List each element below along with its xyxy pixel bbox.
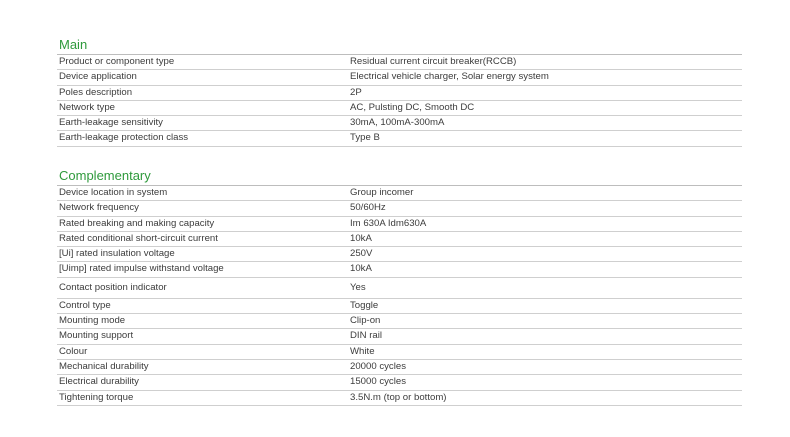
- spec-value: 50/60Hz: [350, 202, 386, 214]
- spec-row: [57, 329, 742, 344]
- spec-value: Type B: [350, 132, 380, 144]
- spec-row: [57, 360, 742, 375]
- spec-value: 2P: [350, 86, 362, 98]
- spec-row: [57, 131, 742, 146]
- spec-row: [57, 345, 742, 360]
- spec-label: Contact position indicator: [59, 281, 167, 293]
- spec-label: Product or component type: [59, 56, 175, 67]
- spec-label: Mounting mode: [59, 315, 126, 327]
- main-section: [57, 37, 742, 147]
- spec-value: 15000 cycles: [350, 376, 406, 388]
- spec-label: Device location in system: [59, 187, 168, 198]
- spec-value: Electrical vehicle charger, Solar energy system: [350, 71, 549, 83]
- spec-label: Earth-leakage sensitivity: [59, 117, 163, 129]
- spec-row: [57, 278, 742, 299]
- spec-row: [57, 314, 742, 329]
- spec-value: Im 630A Idm630A: [350, 217, 427, 229]
- spec-label: Network type: [59, 101, 115, 113]
- spec-row: [57, 70, 742, 85]
- spec-label: Control type: [59, 299, 111, 311]
- spec-value: Toggle: [350, 299, 379, 311]
- spec-row: [57, 101, 742, 116]
- spec-row: [57, 247, 742, 262]
- spec-label: Tightening torque: [59, 391, 134, 403]
- spec-label: Rated conditional short-circuit current: [59, 232, 218, 244]
- spec-label: Poles description: [59, 86, 133, 98]
- spec-value: 30mA, 100mA-300mA: [350, 117, 445, 129]
- spec-value: AC, Pulsting DC, Smooth DC: [350, 101, 475, 113]
- spec-row: [57, 116, 742, 131]
- spec-label: [Uimp] rated impulse withstand voltage: [59, 263, 224, 275]
- main-section-title: Main: [57, 37, 742, 55]
- spec-value: Group incomer: [350, 187, 414, 198]
- spec-value: 10kA: [350, 263, 372, 275]
- spec-row: [57, 217, 742, 232]
- spec-label: Device application: [59, 71, 137, 83]
- spec-value: Residual current circuit breaker(RCCB): [350, 56, 517, 67]
- spec-row: [57, 262, 742, 277]
- spec-value: 250V: [350, 248, 373, 260]
- complementary-section: [57, 168, 742, 406]
- spec-row: [57, 55, 742, 70]
- spec-label: Mounting support: [59, 330, 134, 342]
- spec-row: [57, 299, 742, 314]
- complementary-section-title: Complementary: [57, 168, 742, 186]
- spec-row: [57, 186, 742, 201]
- spec-value: White: [350, 345, 375, 357]
- spec-value: DIN rail: [350, 330, 382, 342]
- spec-value: Yes: [350, 281, 366, 293]
- spec-value: Clip-on: [350, 315, 381, 327]
- spec-row: [57, 232, 742, 247]
- spec-label: Electrical durability: [59, 376, 139, 388]
- spec-row: [57, 375, 742, 390]
- spec-value: 20000 cycles: [350, 360, 406, 372]
- spec-value: 3.5N.m (top or bottom): [350, 391, 447, 403]
- spec-row: [57, 86, 742, 101]
- spec-row: [57, 391, 742, 406]
- spec-label: Rated breaking and making capacity: [59, 217, 215, 229]
- spec-label: Earth-leakage protection class: [59, 132, 189, 144]
- spec-row: [57, 201, 742, 216]
- spec-label: [Ui] rated insulation voltage: [59, 248, 175, 260]
- spec-label: Mechanical durability: [59, 360, 149, 372]
- spec-label: Colour: [59, 345, 88, 357]
- spec-value: 10kA: [350, 232, 372, 244]
- spec-label: Network frequency: [59, 202, 139, 214]
